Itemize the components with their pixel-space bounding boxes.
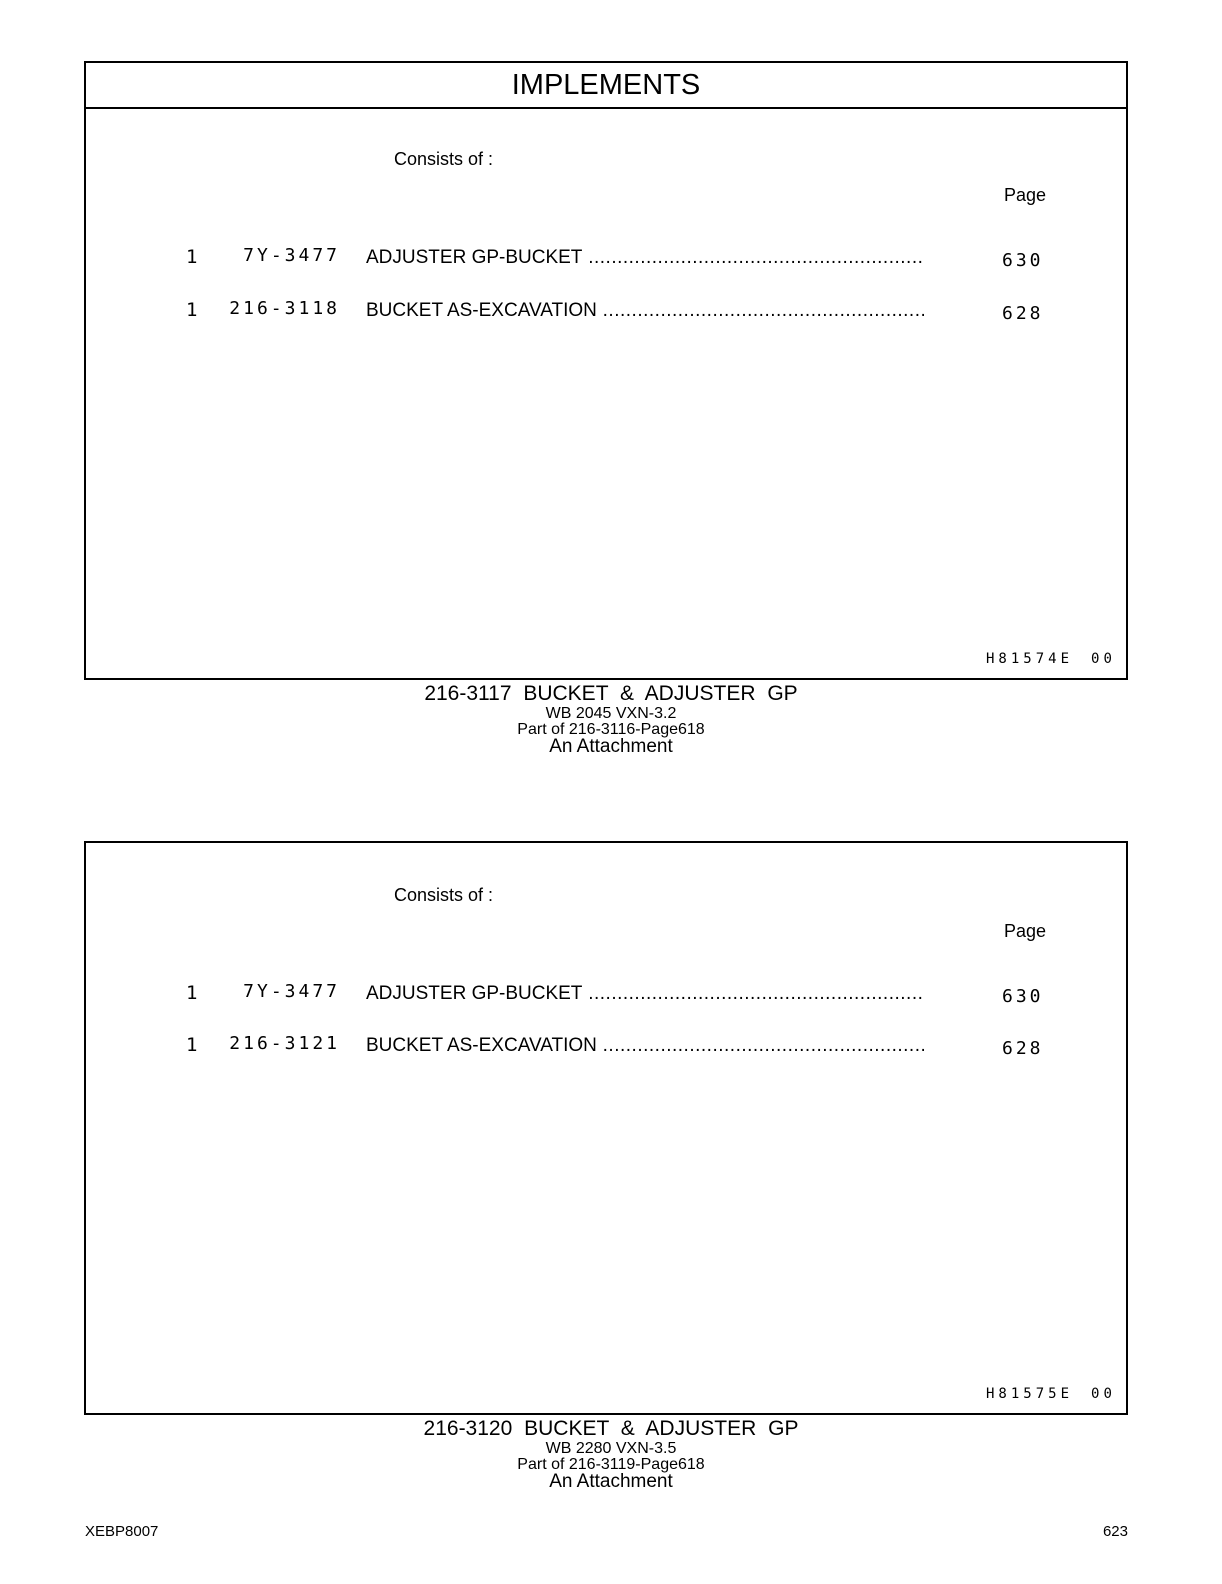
item-qty: 1	[186, 982, 198, 1004]
page-column-header: Page	[1004, 921, 1047, 941]
item-part-number: 7Y-3477	[243, 245, 340, 266]
item-part-number: 7Y-3477	[243, 981, 340, 1002]
consists-of-label: Consists of :	[394, 149, 494, 169]
parts-box-2	[84, 841, 1128, 1415]
item-qty: 1	[186, 299, 198, 321]
caption-block-2	[0, 1417, 1222, 1491]
caption-parent: Part of 216-3119-Page618	[517, 1456, 705, 1473]
footer-doc-code: XEBP8007	[85, 1523, 159, 1540]
caption-serial: WB 2045 VXN-3.2	[545, 705, 677, 722]
item-page: 628	[1002, 1038, 1044, 1059]
illustration-revision: 00	[1091, 651, 1116, 667]
caption-parent: Part of 216-3116-Page618	[517, 721, 705, 738]
item-part-number: 216-3121	[229, 1033, 340, 1054]
item-description: BUCKET AS-EXCAVATION .....	[366, 1035, 924, 1057]
caption-title: 216-3117 BUCKET & ADJUSTER GP	[424, 682, 798, 705]
item-qty: 1	[186, 1034, 198, 1056]
section-title: IMPLEMENTS	[86, 63, 1126, 109]
consists-of-label: Consists of :	[394, 885, 494, 905]
item-description: ADJUSTER GP-BUCKET .....	[366, 247, 924, 269]
page-column-header: Page	[1004, 185, 1047, 205]
illustration-id: H81574E	[986, 651, 1074, 667]
caption-block-1	[0, 682, 1222, 756]
parts-box-1	[84, 61, 1128, 680]
illustration-id: H81575E	[986, 1386, 1074, 1402]
item-part-number: 216-3118	[229, 298, 340, 319]
item-page: 628	[1002, 303, 1044, 324]
illustration-code	[986, 1386, 1116, 1402]
item-page: 630	[1002, 986, 1044, 1007]
illustration-code	[986, 651, 1116, 667]
caption-title: 216-3120 BUCKET & ADJUSTER GP	[423, 1417, 799, 1440]
item-page: 630	[1002, 250, 1044, 271]
item-qty: 1	[186, 246, 198, 268]
item-description: BUCKET AS-EXCAVATION .....	[366, 300, 924, 322]
caption-attachment: An Attachment	[549, 1471, 673, 1492]
caption-serial: WB 2280 VXN-3.5	[545, 1440, 677, 1457]
footer-page-number: 623	[1102, 1523, 1128, 1540]
illustration-revision: 00	[1091, 1386, 1116, 1402]
caption-attachment: An Attachment	[549, 736, 673, 757]
item-description: ADJUSTER GP-BUCKET .....	[366, 983, 924, 1005]
